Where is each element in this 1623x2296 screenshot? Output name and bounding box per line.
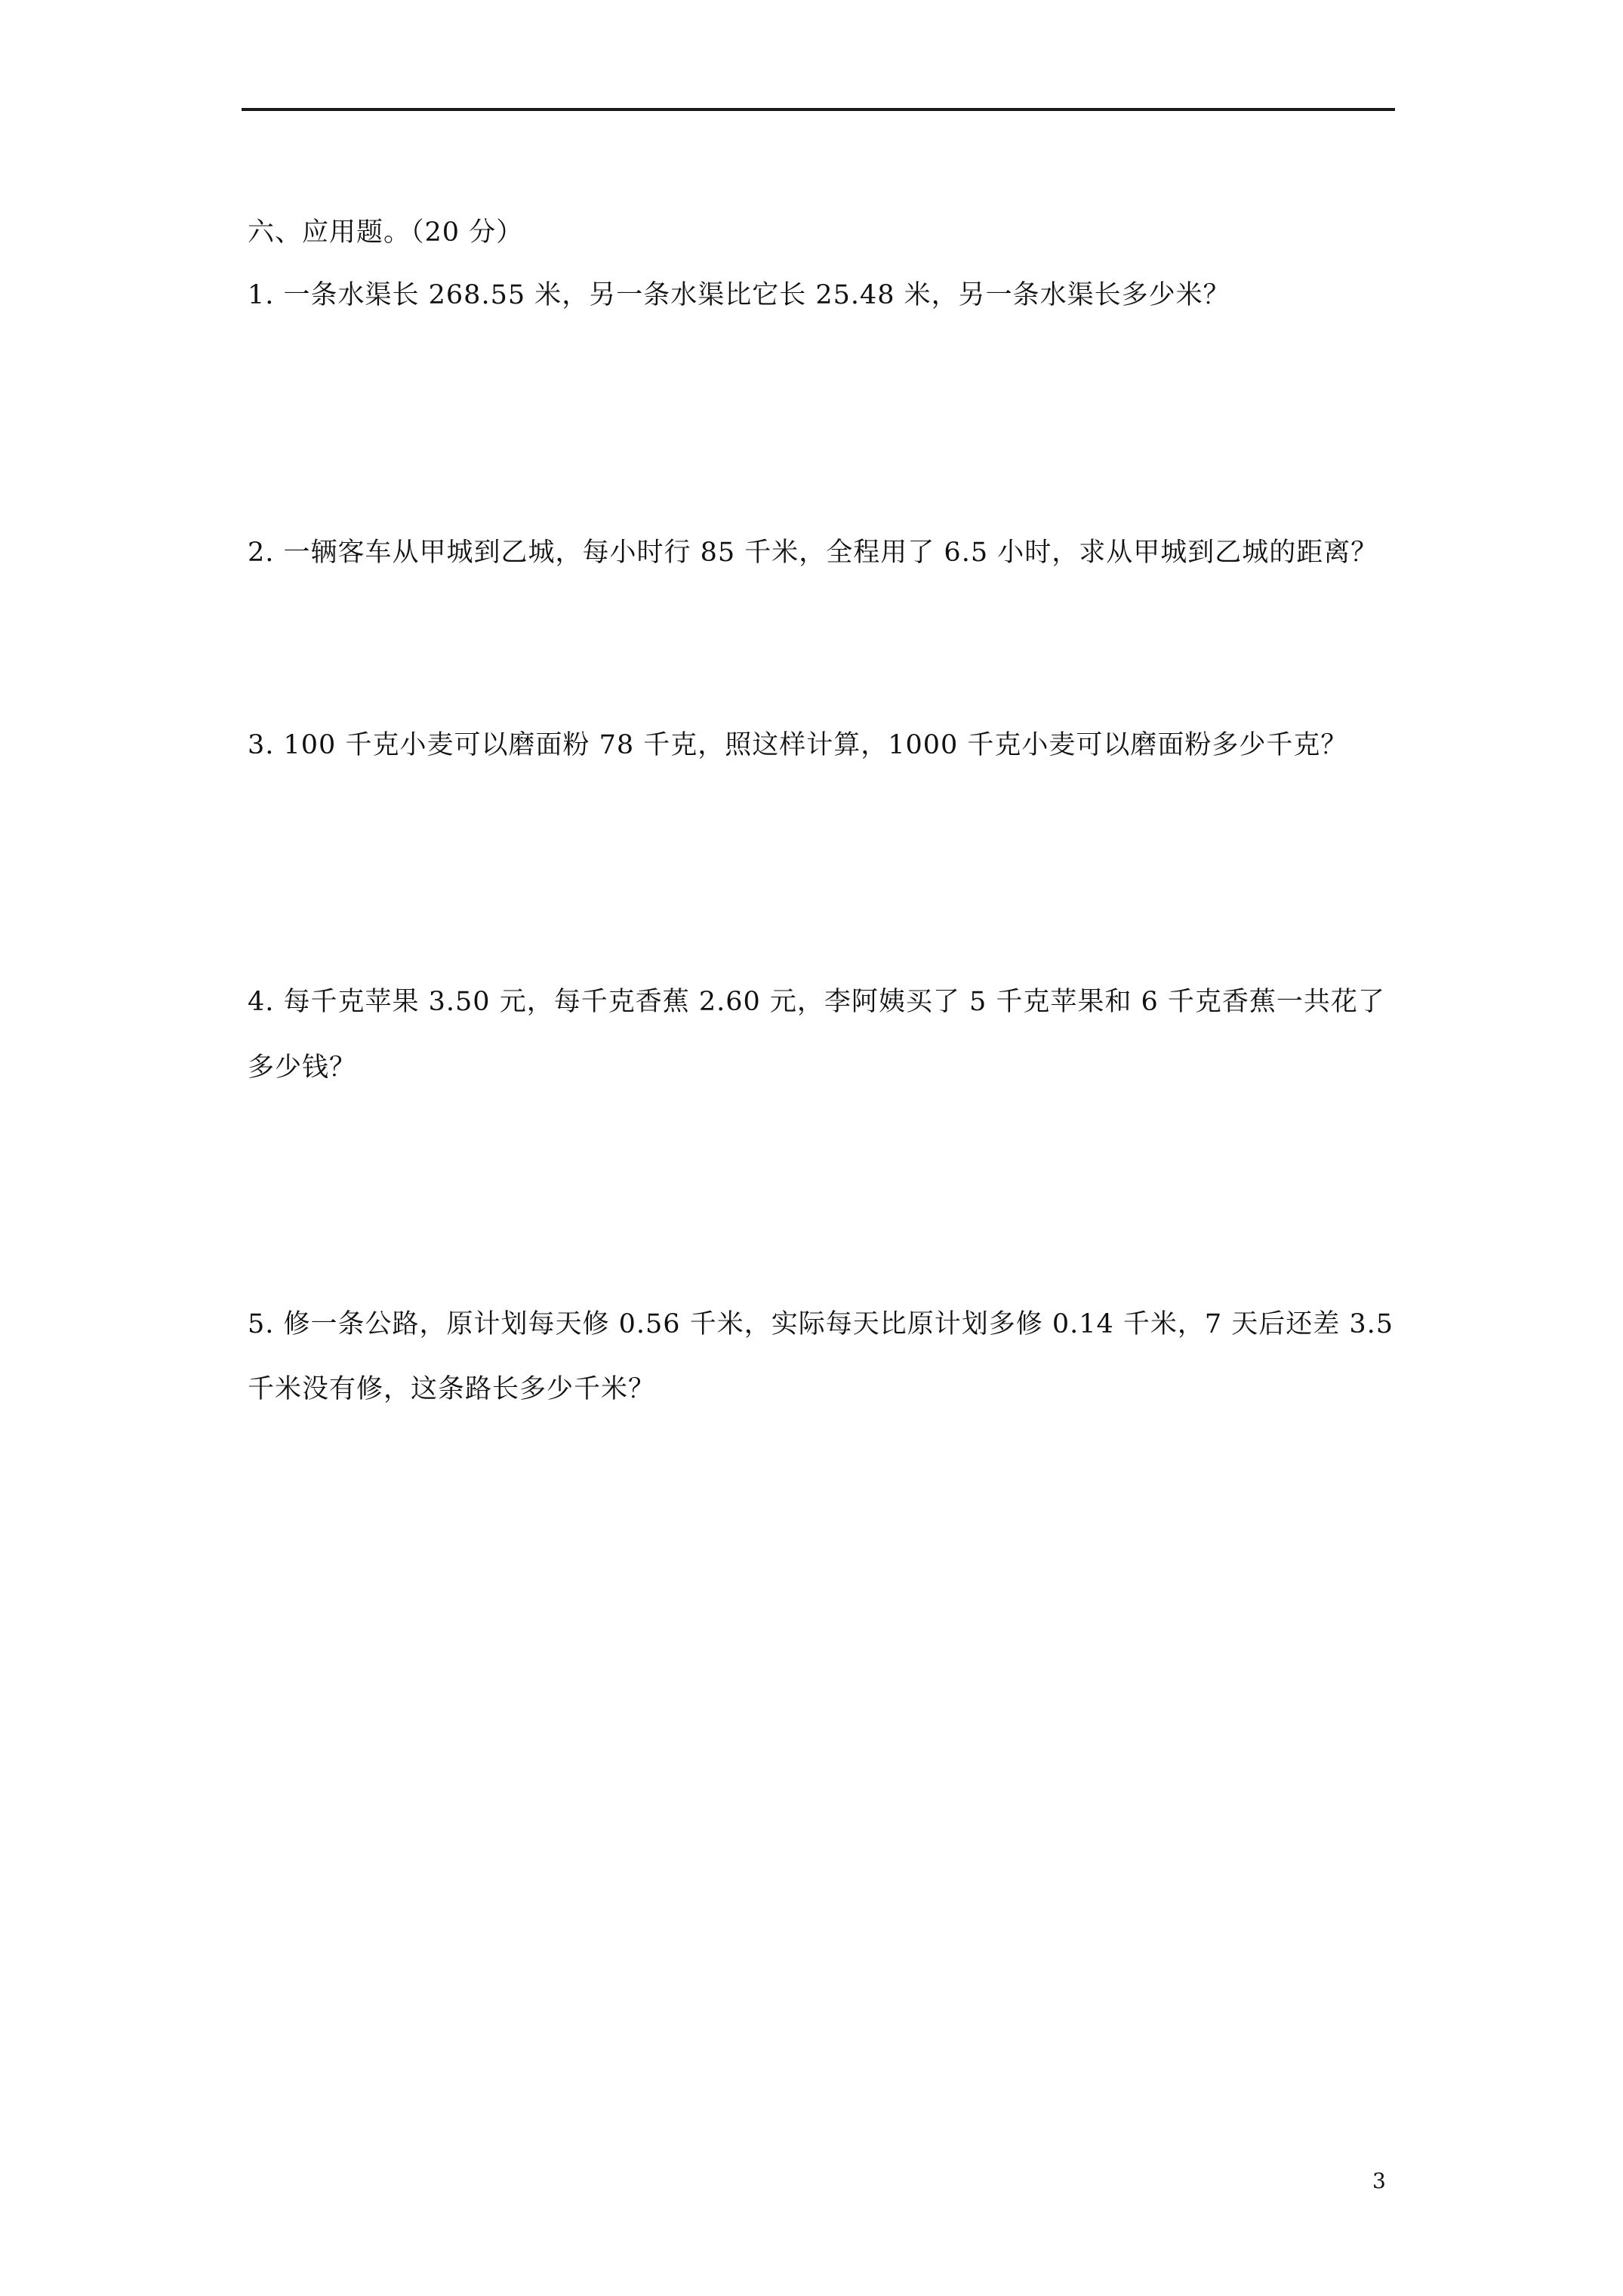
header-rule — [242, 108, 1395, 111]
problem-4-line-1: 4. 每千克苹果 3.50 元，每千克香蕉 2.60 元，李阿姨买了 5 千克苹果和 6 千克香蕉一共花了 — [248, 987, 1385, 1017]
section-title: 六、应用题。（20 分） — [248, 217, 524, 248]
problem-4-line-2: 多少钱？ — [248, 1052, 357, 1083]
page-number: 3 — [1372, 2168, 1386, 2193]
problem-5-line-2: 千米没有修，这条路长多少千米？ — [248, 1374, 656, 1404]
problem-3-line-1: 3. 100 千克小麦可以磨面粉 78 千克，照这样计算，1000 千克小麦可以磨面粉多少千克？ — [248, 730, 1348, 760]
problem-5-line-1: 5. 修一条公路，原计划每天修 0.56 千米，实际每天比原计划多修 0.14 千米，7 天后还差 3.5 — [248, 1309, 1394, 1339]
problem-2-line-1: 2. 一辆客车从甲城到乙城，每小时行 85 千米，全程用了 6.5 小时，求从甲城到乙城的距离？ — [248, 538, 1378, 568]
problem-1-line-1: 1. 一条水渠长 268.55 米，另一条水渠比它长 25.48 米，另一条水渠长多少米？ — [248, 280, 1230, 310]
